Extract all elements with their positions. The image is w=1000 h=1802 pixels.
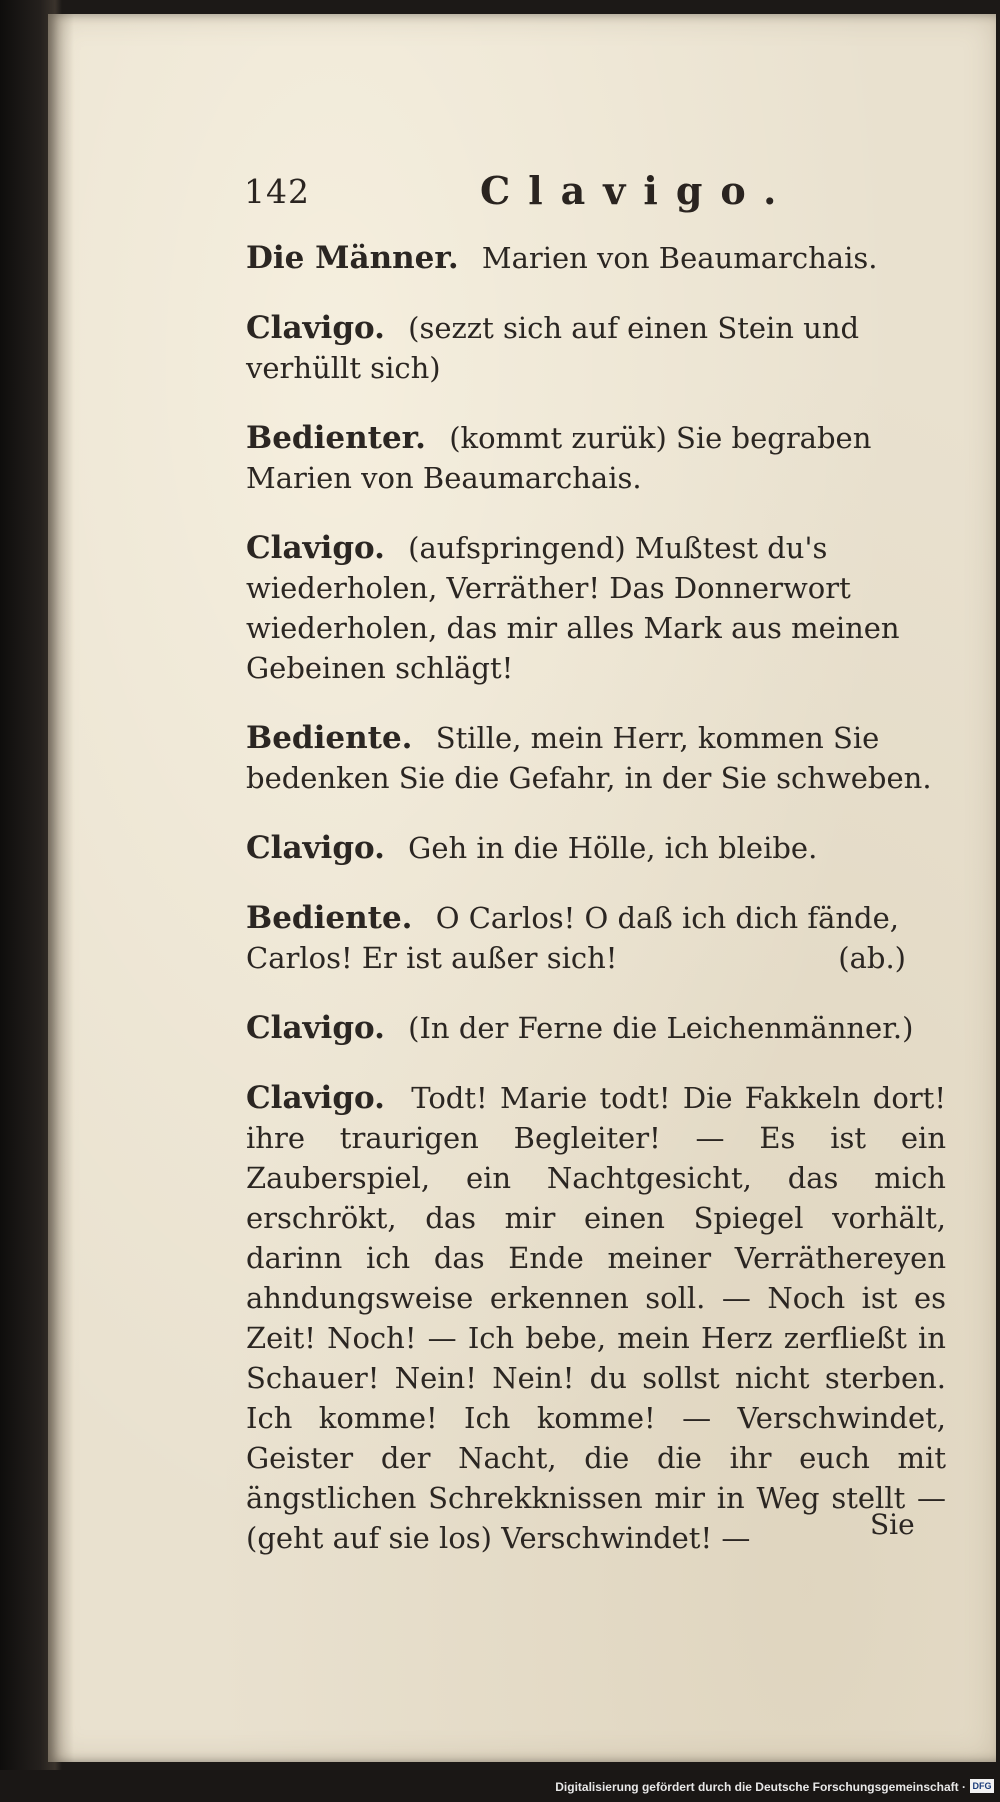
paragraph <box>246 1078 946 1558</box>
speaker-name: Bediente. <box>246 900 413 936</box>
stage-exit: (ab.) <box>838 941 906 975</box>
speaker-name: Die Männer. <box>246 240 459 276</box>
speaker-name: Clavigo. <box>246 1010 385 1046</box>
text-block <box>246 238 946 1588</box>
digitization-credit: Digitalisierung gefördert durch die Deutsche Forschungsgemeinschaft · <box>555 1780 966 1794</box>
speech-text: Marien von Beaumarchais. <box>481 241 878 275</box>
speech-text: Geh in die Hölle, ich bleibe. <box>408 831 818 865</box>
speaker-name: Clavigo. <box>246 1080 385 1116</box>
speech-text: Stille, mein Herr, kommen Sie bedenken Sie die Gefahr, in der Sie schweben. <box>246 721 932 795</box>
paragraph <box>246 1008 946 1048</box>
catchword: Sie <box>870 1508 915 1541</box>
page-number: 142 <box>244 172 310 211</box>
speaker-name: Clavigo. <box>246 830 385 866</box>
paragraph <box>246 308 946 388</box>
speech-text: (sezzt sich auf einen Stein und verhüllt sich) <box>246 311 860 385</box>
speech-text: (kommt zurük) Sie begraben Marien von Beaumarchais. <box>246 421 872 495</box>
speaker-name: Bedienter. <box>246 420 426 456</box>
paragraph <box>246 718 946 798</box>
paragraph <box>246 238 946 278</box>
gutter-shadow <box>48 14 74 1762</box>
speaker-name: Clavigo. <box>246 310 385 346</box>
page-header <box>244 168 944 228</box>
running-title: Clavigo. <box>480 168 795 213</box>
speaker-name: Clavigo. <box>246 530 385 566</box>
paragraph <box>246 898 946 978</box>
speaker-name: Bediente. <box>246 720 413 756</box>
paragraph <box>246 418 946 498</box>
dfg-logo: DFG <box>970 1779 994 1793</box>
speech-text: Todt! Marie todt! Die Fakkeln dort! ihre traurigen Begleiter! — Es ist ein Zauberspiel, ein Nachtgesicht, das mich erschrökt, das mir einen Spiegel vorhält, darinn ich das Ende meiner Verräthereyen ahndungsweise erkennen soll. — Noch ist es Zeit! Noch! — Ich bebe, mein Herz zerfließt in Schauer! Nein! Nein! du sollst nicht sterben. Ich komme! Ich komme! — Verschwindet, Geister der Nacht, die die ihr euch mit ängstlichen Schrekknissen mir in Weg stellt — (geht auf sie los) Verschwindet! — <box>246 1081 946 1555</box>
paragraph <box>246 528 946 688</box>
speech-text: O Carlos! O daß ich dich fände, Carlos! Er ist außer sich! <box>246 901 899 975</box>
stage-direction: (In der Ferne die Leichenmänner.) <box>408 1011 914 1045</box>
paragraph <box>246 828 946 868</box>
speech-text: (aufspringend) Mußtest du's wiederholen, Verräther! Das Donnerwort wiederholen, das mir alles Mark aus meinen Gebeinen schlägt! <box>246 531 900 685</box>
